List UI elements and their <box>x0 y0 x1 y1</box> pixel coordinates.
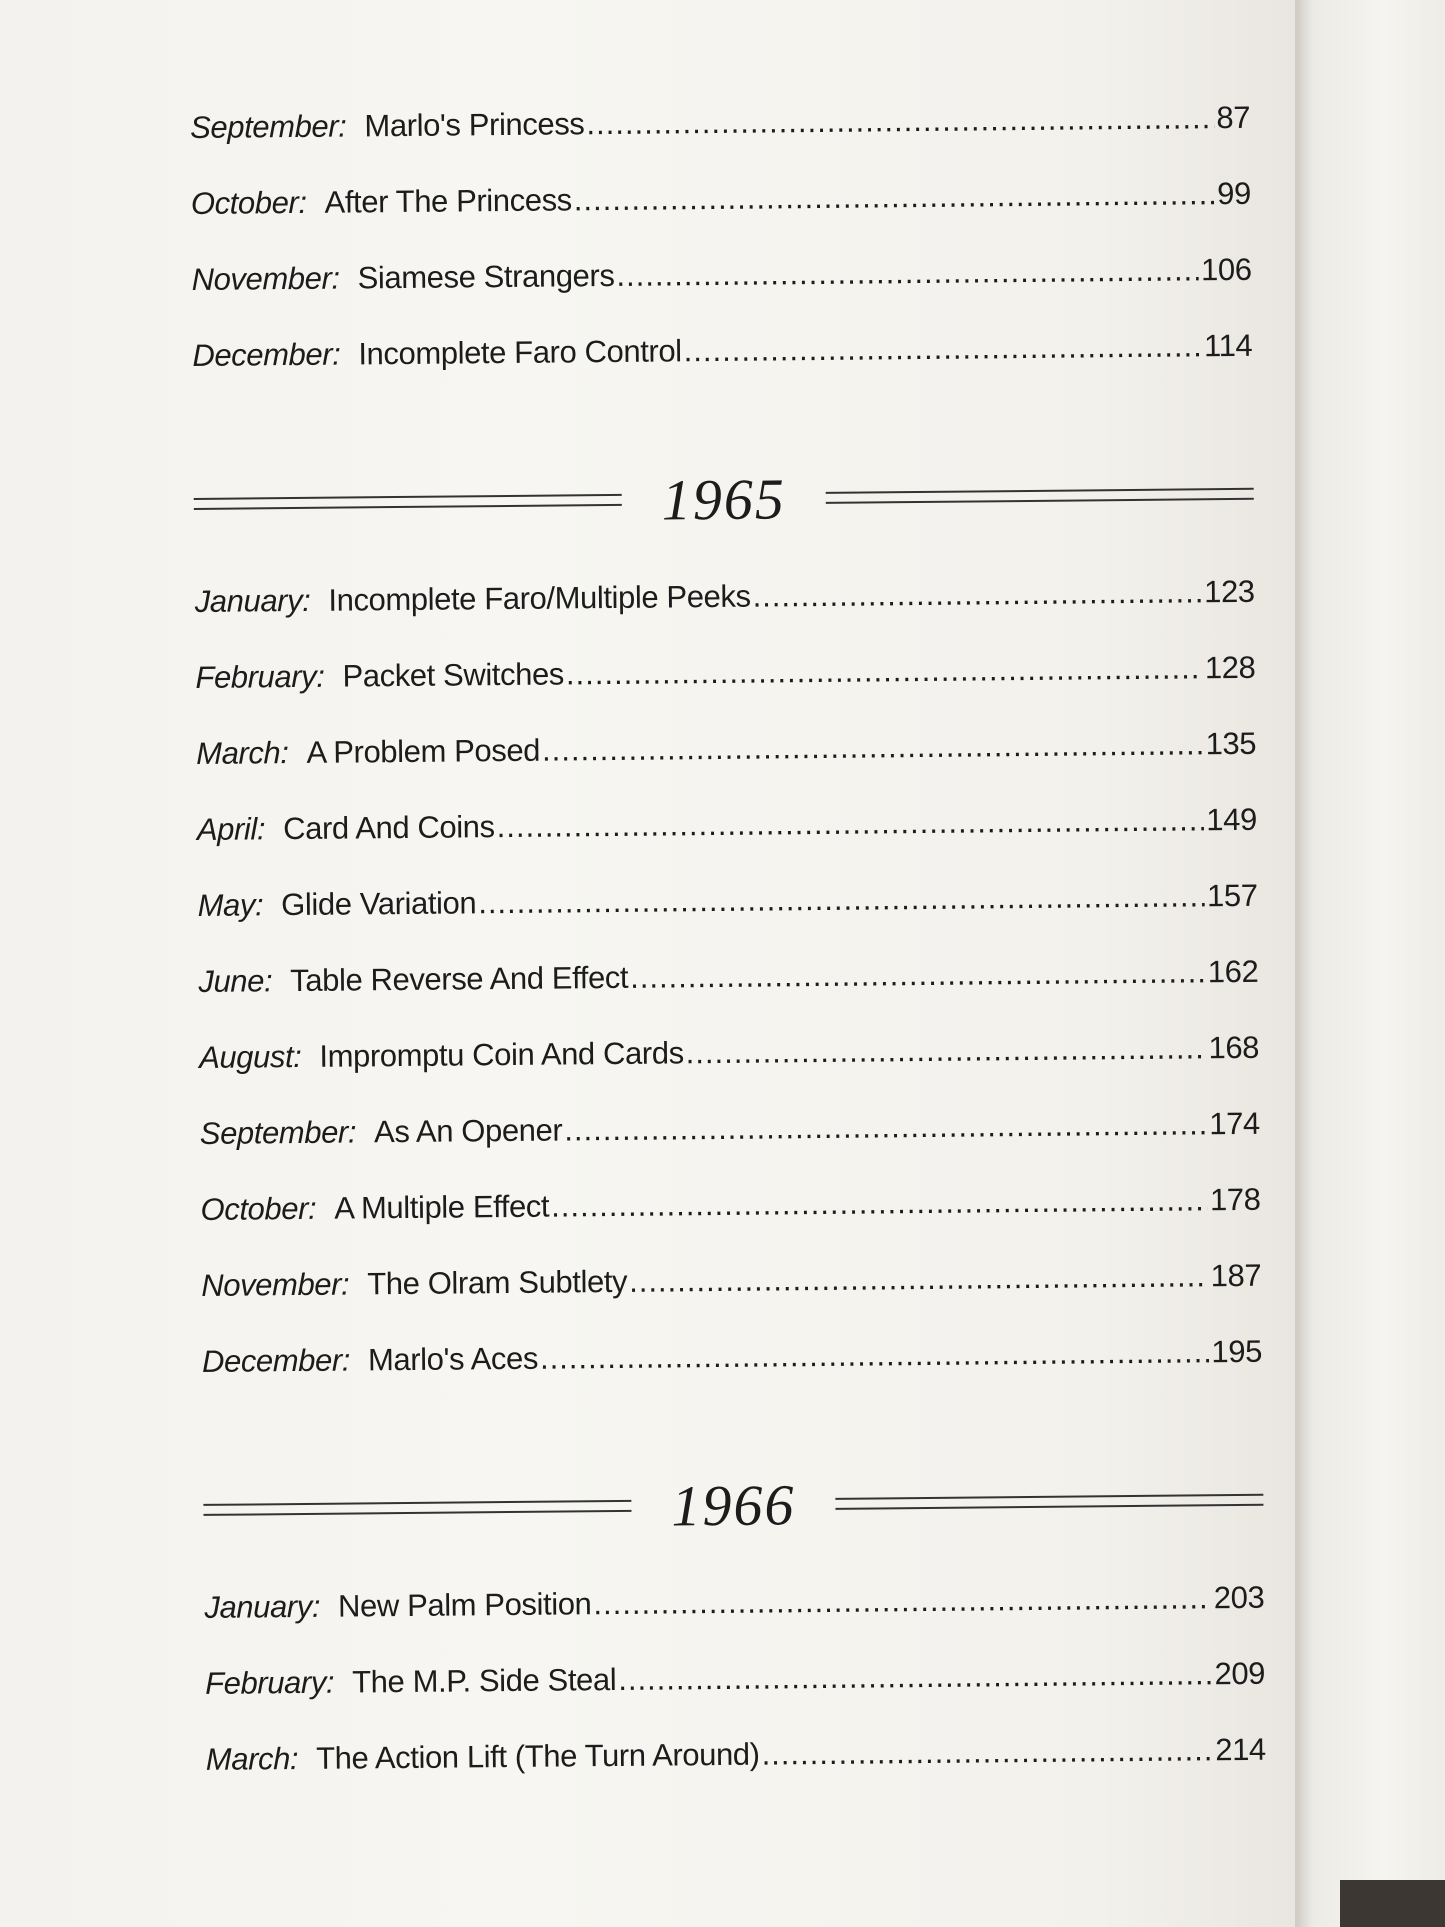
entry-month: June: <box>198 963 273 999</box>
entry-title: Marlo's Princess <box>364 106 585 144</box>
dot-leader <box>574 176 1216 218</box>
toc-entry <box>200 1106 1261 1192</box>
toc-entry <box>195 574 1256 660</box>
entry-page-number: 168 <box>1208 1029 1260 1066</box>
dot-leader <box>566 650 1203 692</box>
entry-page-number: 106 <box>1200 251 1252 288</box>
toc-entry <box>204 1580 1265 1666</box>
entry-title: Glide Variation <box>281 885 477 923</box>
toc-entry <box>196 726 1257 812</box>
dot-leader <box>540 1334 1210 1376</box>
dot-leader <box>542 726 1204 768</box>
entry-title: Card And Coins <box>282 809 495 847</box>
entry-page-number: 195 <box>1211 1333 1263 1370</box>
toc-entry <box>191 176 1252 262</box>
entry-page-number: 187 <box>1210 1257 1262 1294</box>
entry-title: A Multiple Effect <box>334 1188 550 1226</box>
next-page-edge <box>1295 0 1445 1927</box>
entry-page-number: 135 <box>1205 725 1257 762</box>
entry-month: August: <box>198 1038 302 1075</box>
double-rule-left <box>194 494 622 510</box>
dot-leader <box>630 954 1206 996</box>
entry-title: Incomplete Faro Control <box>358 333 682 372</box>
entry-page-number: 209 <box>1214 1655 1266 1692</box>
dot-leader <box>551 1182 1208 1224</box>
entry-title: The Olram Subtlety <box>367 1263 628 1302</box>
dot-leader <box>686 1030 1207 1071</box>
entry-page-number: 128 <box>1204 649 1256 686</box>
dot-leader <box>618 1656 1213 1698</box>
entry-title: Marlo's Aces <box>367 1340 539 1378</box>
entry-page-number: 157 <box>1206 877 1258 914</box>
toc-entry <box>192 328 1253 414</box>
entry-month: February: <box>195 658 325 695</box>
toc-entry <box>195 650 1256 736</box>
entry-title: A Problem Posed <box>306 732 541 770</box>
year-heading: 1965 <box>661 465 787 532</box>
entry-title: Table Reverse And Effect <box>290 959 629 999</box>
toc-entry <box>205 1656 1266 1742</box>
dot-leader <box>629 1258 1209 1300</box>
entry-month: March: <box>196 735 289 771</box>
dot-leader <box>761 1732 1213 1772</box>
dot-leader <box>564 1106 1207 1148</box>
entry-title: After The Princess <box>324 182 572 220</box>
entry-month: December: <box>201 1342 351 1379</box>
entry-month: May: <box>197 887 264 923</box>
entry-month: February: <box>204 1664 335 1701</box>
entry-page-number: 114 <box>1203 327 1253 364</box>
dot-leader <box>593 1580 1212 1622</box>
entry-title: The M.P. Side Steal <box>351 1661 617 1700</box>
entry-month: January: <box>194 582 311 619</box>
toc-section-1964-continued <box>190 100 1253 414</box>
double-rule-left <box>203 1500 631 1516</box>
entry-page-number: 87 <box>1216 99 1251 136</box>
entry-month: November: <box>191 260 340 297</box>
year-heading: 1966 <box>671 1471 796 1538</box>
entry-month: March: <box>205 1741 299 1777</box>
dot-leader <box>752 574 1202 614</box>
entry-title: Packet Switches <box>342 656 565 694</box>
toc-entry <box>201 1258 1262 1344</box>
dot-leader <box>586 100 1214 142</box>
double-rule-right <box>826 488 1254 504</box>
entry-page-number: 99 <box>1216 175 1252 212</box>
toc-section-1965 <box>193 434 1262 1420</box>
year-divider <box>203 1440 1264 1570</box>
entry-month: November: <box>201 1266 350 1303</box>
dot-leader <box>684 328 1203 369</box>
entry-month: September: <box>190 108 347 145</box>
entry-title: New Palm Position <box>337 1586 592 1624</box>
entry-month: December: <box>192 336 341 373</box>
entry-page-number: 203 <box>1213 1579 1265 1616</box>
book-cover-corner <box>1340 1880 1445 1927</box>
toc-section-1966 <box>203 1440 1266 1818</box>
toc-entry <box>200 1182 1261 1268</box>
entry-title: As An Opener <box>373 1112 563 1150</box>
entry-page-number: 123 <box>1203 573 1255 610</box>
entry-month: October: <box>200 1190 317 1227</box>
toc-entry <box>198 954 1259 1040</box>
toc-entry <box>199 1030 1260 1116</box>
toc-entry <box>206 1732 1267 1818</box>
entry-page-number: 174 <box>1209 1105 1260 1142</box>
entry-title: Impromptu Coin And Cards <box>319 1035 684 1074</box>
entry-title: Siamese Strangers <box>357 257 615 296</box>
dot-leader <box>496 802 1204 845</box>
entry-month: April: <box>196 811 266 847</box>
double-rule-right <box>835 1494 1263 1510</box>
year-divider <box>193 434 1254 564</box>
entry-month: January: <box>204 1588 321 1625</box>
entry-page-number: 178 <box>1209 1181 1261 1218</box>
entry-month: October: <box>190 184 307 221</box>
entry-page-number: 149 <box>1206 801 1258 838</box>
entry-month: September: <box>199 1114 357 1151</box>
toc-entry <box>202 1334 1263 1420</box>
toc-entry <box>197 878 1258 964</box>
dot-leader <box>478 878 1205 921</box>
entry-title: The Action Lift (The Turn Around) <box>316 1736 760 1776</box>
entry-page-number: 162 <box>1207 953 1259 990</box>
table-of-contents <box>190 100 1266 1818</box>
toc-entry <box>197 802 1258 888</box>
toc-entry <box>190 100 1251 186</box>
dot-leader <box>616 252 1199 294</box>
entry-title: Incomplete Faro/Multiple Peeks <box>328 578 751 618</box>
toc-entry <box>191 252 1252 338</box>
entry-page-number: 214 <box>1215 1731 1266 1768</box>
